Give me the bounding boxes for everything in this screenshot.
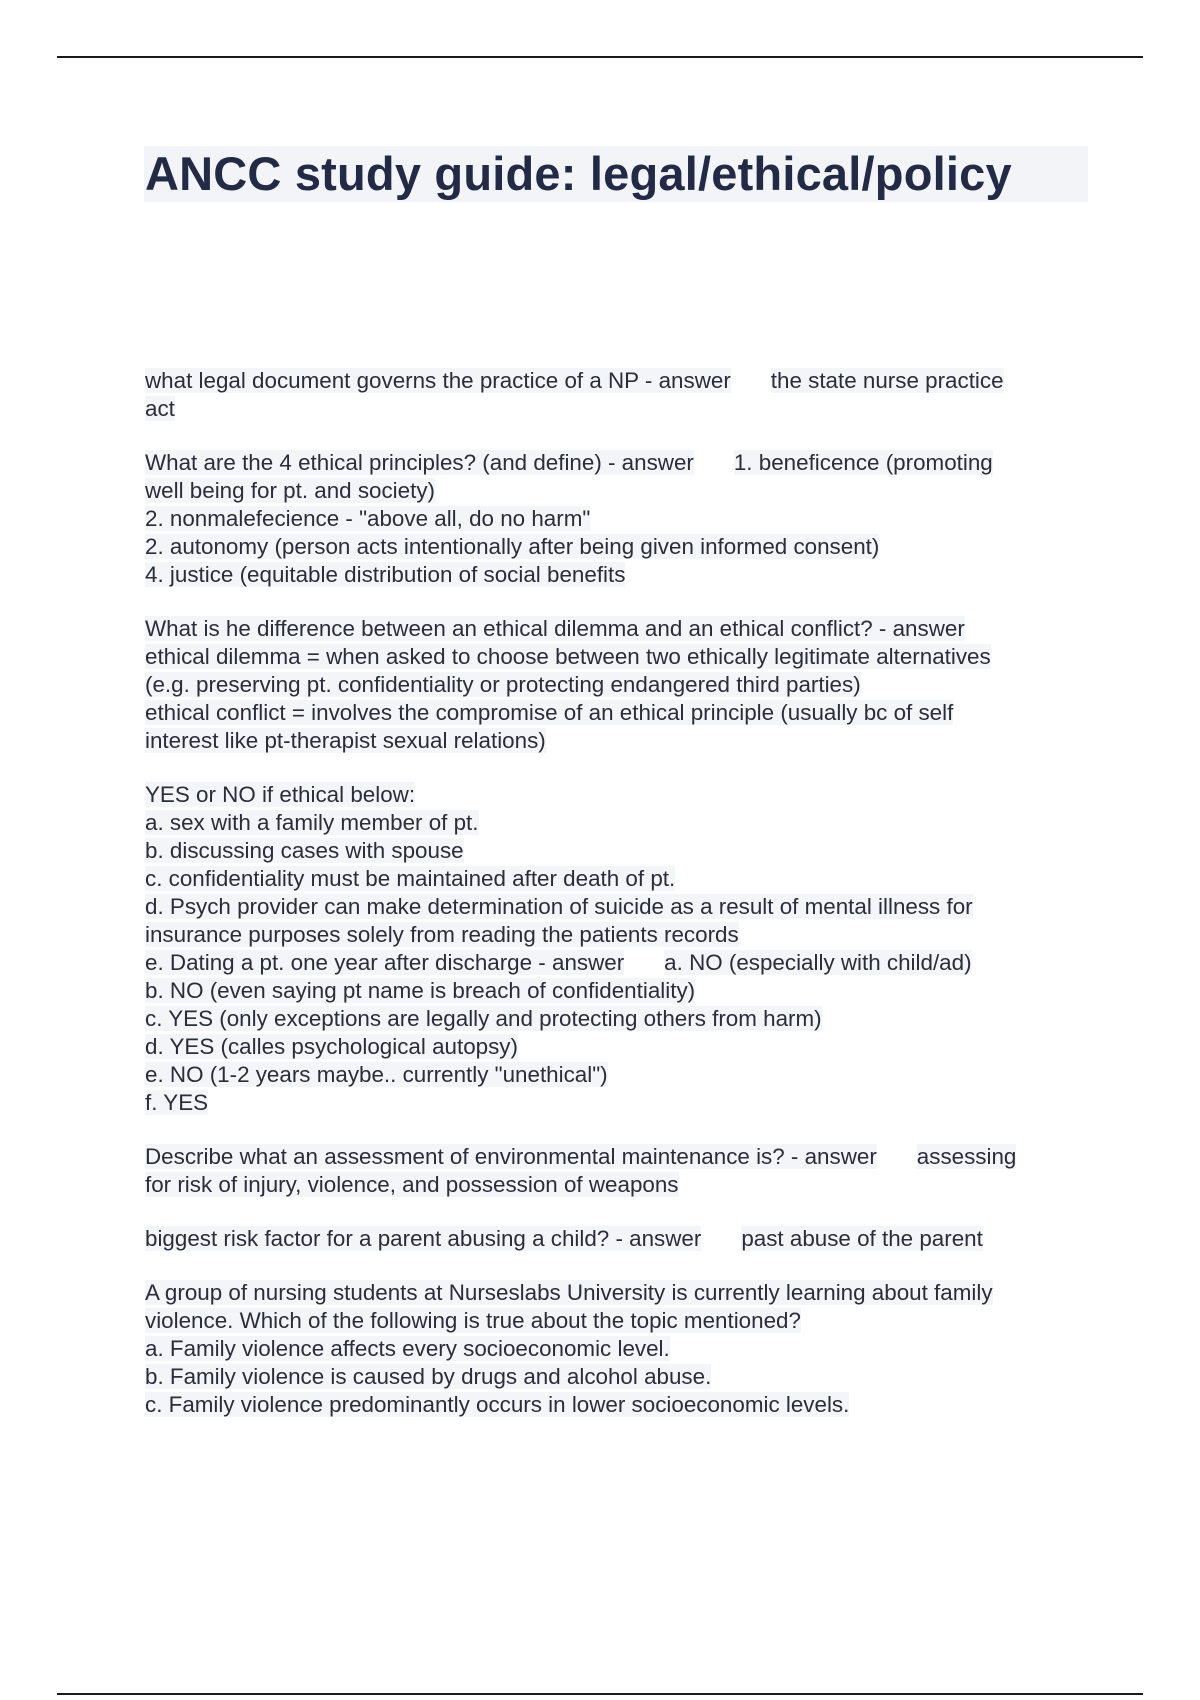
qa-line xyxy=(145,561,1095,589)
qa-line xyxy=(145,671,1095,699)
qa-line xyxy=(145,1225,1095,1253)
line-text: violence. Which of the following is true about the topic mentioned? xyxy=(145,1308,801,1333)
answer-text: 1. beneficence (promoting xyxy=(733,450,993,475)
qa-card xyxy=(145,1225,1095,1253)
qa-line xyxy=(145,1061,1095,1089)
line-text: Describe what an assessment of environmental maintenance is? - answer xyxy=(145,1144,877,1169)
page-title: ANCC study guide: legal/ethical/policy xyxy=(145,147,1012,200)
line-text: ethical conflict = involves the compromise of an ethical principle (usually bc of self xyxy=(145,700,954,725)
line-text: what legal document governs the practice of a NP - answer xyxy=(145,368,731,393)
answer-text: past abuse of the parent xyxy=(741,1226,983,1251)
qa-card xyxy=(145,1279,1095,1419)
qa-card xyxy=(145,1143,1095,1199)
qa-line xyxy=(145,1391,1095,1419)
line-text: b. NO (even saying pt name is breach of confidentiality) xyxy=(145,978,696,1003)
qa-line xyxy=(145,1143,1095,1171)
qa-line xyxy=(145,893,1095,921)
study-content xyxy=(145,367,1095,1445)
line-text: e. Dating a pt. one year after discharge - answer xyxy=(145,950,625,975)
line-text: 2. nonmalefecience - "above all, do no harm" xyxy=(145,506,591,531)
line-text: well being for pt. and society) xyxy=(145,478,435,503)
qa-line xyxy=(145,505,1095,533)
qa-line xyxy=(145,395,1095,423)
qa-line xyxy=(145,727,1095,755)
line-text: c. YES (only exceptions are legally and protecting others from harm) xyxy=(145,1006,822,1031)
line-text: a. sex with a family member of pt. xyxy=(145,810,479,835)
qa-card xyxy=(145,615,1095,755)
qa-line xyxy=(145,699,1095,727)
qa-line xyxy=(145,615,1095,643)
qa-line xyxy=(145,1279,1095,1307)
qa-line xyxy=(145,781,1095,809)
qa-line xyxy=(145,1005,1095,1033)
answer-text: the state nurse practice xyxy=(770,368,1004,393)
line-text: 4. justice (equitable distribution of social benefits xyxy=(145,562,626,587)
qa-line xyxy=(145,367,1095,395)
qa-line xyxy=(145,1307,1095,1335)
line-text: insurance purposes solely from reading the patients records xyxy=(145,922,739,947)
answer-text: assessing xyxy=(916,1144,1017,1169)
qa-card xyxy=(145,367,1095,423)
line-text: c. confidentiality must be maintained after death of pt. xyxy=(145,866,676,891)
line-text: c. Family violence predominantly occurs in lower socioeconomic levels. xyxy=(145,1392,850,1417)
qa-card xyxy=(145,449,1095,589)
qa-line xyxy=(145,949,1095,977)
line-text: YES or NO if ethical below: xyxy=(145,782,416,807)
line-text: b. discussing cases with spouse xyxy=(145,838,464,863)
qa-line xyxy=(145,533,1095,561)
line-text: f. YES xyxy=(145,1090,209,1115)
line-text: 2. autonomy (person acts intentionally after being given informed consent) xyxy=(145,534,880,559)
qa-line xyxy=(145,1171,1095,1199)
qa-line xyxy=(145,809,1095,837)
line-text: b. Family violence is caused by drugs and alcohol abuse. xyxy=(145,1364,712,1389)
qa-line xyxy=(145,865,1095,893)
answer-text: a. NO (especially with child/ad) xyxy=(664,950,972,975)
line-text: What are the 4 ethical principles? (and define) - answer xyxy=(145,450,694,475)
qa-line xyxy=(145,977,1095,1005)
qa-line xyxy=(145,477,1095,505)
qa-line xyxy=(145,921,1095,949)
line-text: act xyxy=(145,396,175,421)
top-rule xyxy=(57,56,1143,58)
qa-card xyxy=(145,781,1095,1117)
qa-line xyxy=(145,1089,1095,1117)
line-text: biggest risk factor for a parent abusing a child? - answer xyxy=(145,1226,702,1251)
line-text: A group of nursing students at Nurseslabs University is currently learning about family xyxy=(145,1280,993,1305)
qa-line xyxy=(145,1363,1095,1391)
line-text: a. Family violence affects every socioeconomic level. xyxy=(145,1336,670,1361)
line-text: e. NO (1-2 years maybe.. currently "unethical") xyxy=(145,1062,608,1087)
bottom-rule xyxy=(57,1693,1143,1695)
line-text: ethical dilemma = when asked to choose between two ethically legitimate alternatives xyxy=(145,644,991,669)
line-text: d. Psych provider can make determination of suicide as a result of mental illness for xyxy=(145,894,973,919)
qa-line xyxy=(145,837,1095,865)
line-text: d. YES (calles psychological autopsy) xyxy=(145,1034,518,1059)
line-text: What is he difference between an ethical dilemma and an ethical conflict? - answer xyxy=(145,616,965,641)
qa-line xyxy=(145,1335,1095,1363)
line-text: interest like pt-therapist sexual relations) xyxy=(145,728,546,753)
line-text: (e.g. preserving pt. confidentiality or protecting endangered third parties) xyxy=(145,672,861,697)
line-text: for risk of injury, violence, and possession of weapons xyxy=(145,1172,679,1197)
qa-line xyxy=(145,1033,1095,1061)
qa-line xyxy=(145,643,1095,671)
qa-line xyxy=(145,449,1095,477)
